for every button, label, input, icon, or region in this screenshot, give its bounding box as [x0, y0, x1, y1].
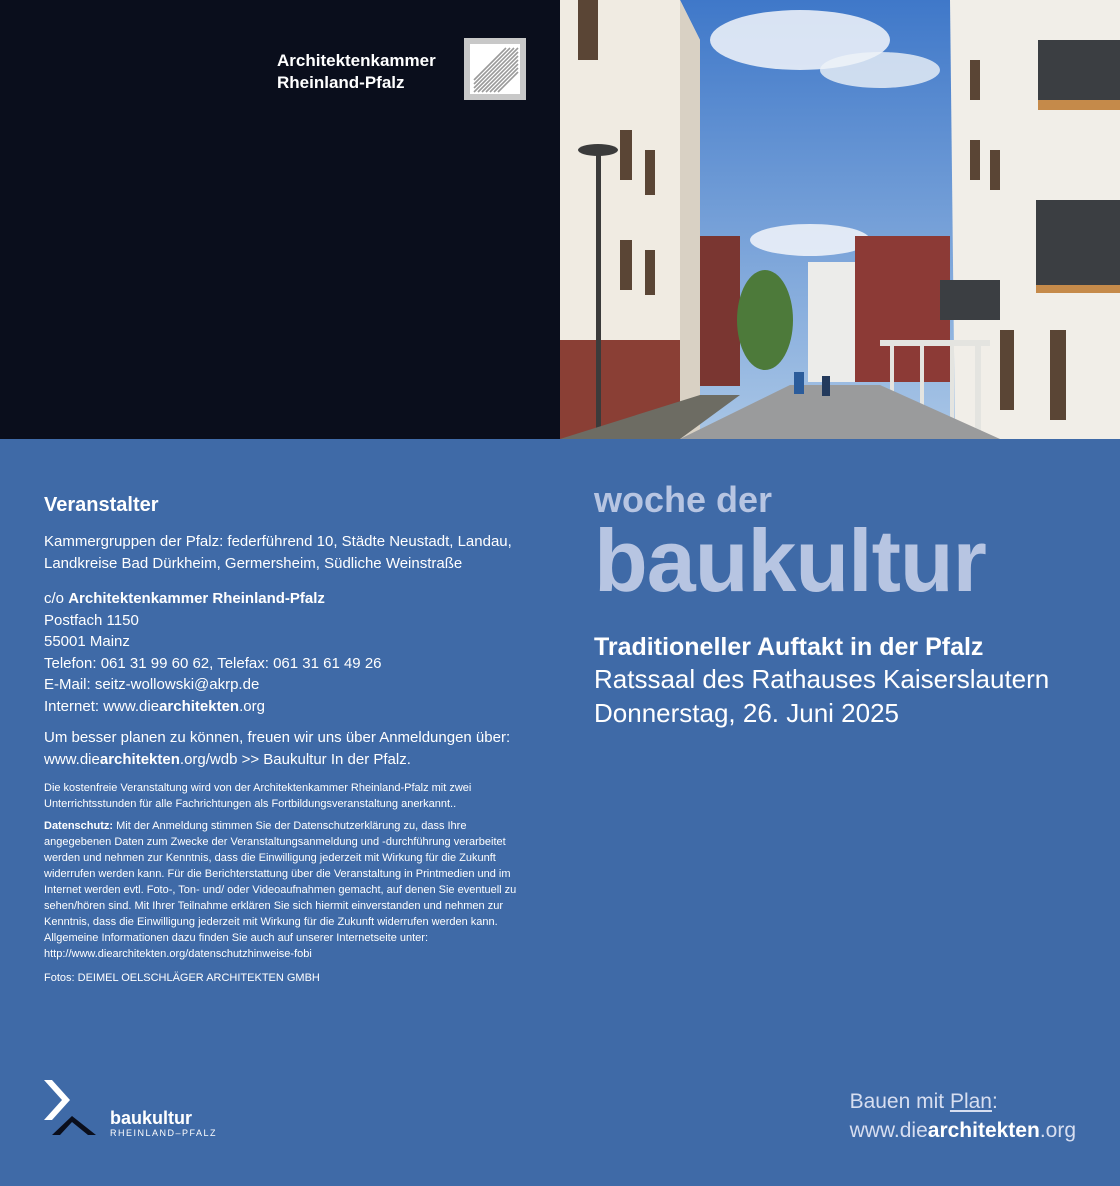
organizer-heading: Veranstalter	[44, 494, 159, 516]
baukultur-logo-icon	[44, 1080, 96, 1135]
event-venue: Ratssaal des Rathauses Kaiserslautern	[594, 664, 1050, 694]
event-section	[594, 480, 1094, 730]
slogan-suffix: :	[991, 1090, 998, 1113]
register-url-bold: architekten	[99, 750, 180, 768]
organizer-section	[44, 494, 534, 986]
register-text: Um besser planen zu können, freuen wir uns über Anmeldungen über:	[44, 729, 511, 746]
register-link[interactable]	[44, 749, 534, 771]
internet-prefix: Internet: www.die	[44, 697, 160, 715]
co-name: Architektenkammer Rheinland-Pfalz	[68, 590, 325, 607]
org-name	[277, 50, 436, 94]
architektenkammer-logo-icon	[464, 38, 526, 100]
footer-slogan	[850, 1087, 1076, 1145]
event-title-line2: baukultur	[594, 511, 986, 610]
internet-suffix: .org	[239, 697, 265, 715]
phone: Telefon: 061 31 99 60 62, Telefax: 061 31 61 49 26	[44, 654, 382, 672]
internet-link[interactable]	[44, 696, 534, 718]
register-url-suffix: .org/wdb >> Baukultur In der Pfalz.	[179, 750, 411, 768]
slogan-link: Plan	[949, 1090, 992, 1113]
privacy-note	[44, 818, 534, 962]
event-date: Donnerstag, 26. Juni 2025	[594, 698, 899, 728]
org-name-line1: Architektenkammer	[277, 51, 436, 70]
privacy-text: Mit der Anmeldung stimmen Sie der Datenschutzerklärung zu, dass Ihre angegebenen Daten zum Zwecke der Veranstaltungsanmeldung und -durchführung verarbeitet werden und nehmen zur Kenntnis, dass die Einwilligung jederzeit mit Wirkung für die Zukunft widerrufen werden kann. Für die Berichterstattung über die Veranstaltung in Printmedien und im Internet werden evtl. Foto-, Ton- und/ oder Videoaufnahmen gemacht, auf denen Sie eventuell zu sehen/hören sind. Mit Ihrer Teilnahme erklären Sie sich hiermit einverstanden und nehmen zur Kenntnis, dass die Einwilligung jederzeit mit Wirkung für die Zukunft widerrufen werden kann. Allgemeine Informationen dazu finden Sie auch auf unserer Internetseite unter: http://www.diearchitekten.org/datenschutzhinweise-fobi	[44, 820, 517, 960]
internet-bold: architekten	[159, 697, 240, 715]
register-url-prefix: www.die	[44, 750, 100, 768]
photo-credit: Fotos: DEIMEL OELSCHLÄGER ARCHITEKTEN GMBH	[44, 972, 320, 984]
header-panel	[0, 0, 560, 439]
url-bold: architekten	[927, 1119, 1040, 1142]
credit-note: Die kostenfreie Veranstaltung wird von der Architektenkammer Rheinland-Pfalz mit zwei Unterrichtsstunden für alle Fachrichtungen als Fortbildungsveranstaltung anerkannt..	[44, 782, 472, 810]
slogan-line	[850, 1087, 1076, 1116]
postfach: Postfach 1150	[44, 611, 139, 629]
event-title-line1: woche der	[594, 479, 773, 520]
privacy-label: Datenschutz:	[44, 820, 114, 832]
baukultur-logo	[44, 1080, 244, 1145]
event-subheading: Traditioneller Auftakt in der Pfalz	[594, 633, 984, 661]
street-photo	[560, 0, 1120, 439]
url-prefix: www.die	[849, 1119, 928, 1142]
co-prefix: c/o	[44, 590, 69, 607]
slogan-prefix: Bauen mit	[849, 1090, 950, 1113]
city: 55001 Mainz	[44, 633, 130, 650]
footer-url[interactable]	[850, 1116, 1076, 1145]
logo-word: baukultur	[110, 1108, 193, 1128]
url-suffix: .org	[1039, 1119, 1076, 1142]
co-line	[44, 588, 534, 610]
logo-sub: RHEINLAND–PFALZ	[110, 1128, 218, 1138]
email[interactable]: E-Mail: seitz-wollowski@akrp.de	[44, 676, 260, 693]
organizers-text: Kammergruppen der Pfalz: federführend 10, Städte Neustadt, Landau, Landkreise Bad Dürkheim, Germersheim, Südliche Weinstraße	[44, 533, 512, 572]
org-name-line2: Rheinland-Pfalz	[277, 73, 405, 92]
